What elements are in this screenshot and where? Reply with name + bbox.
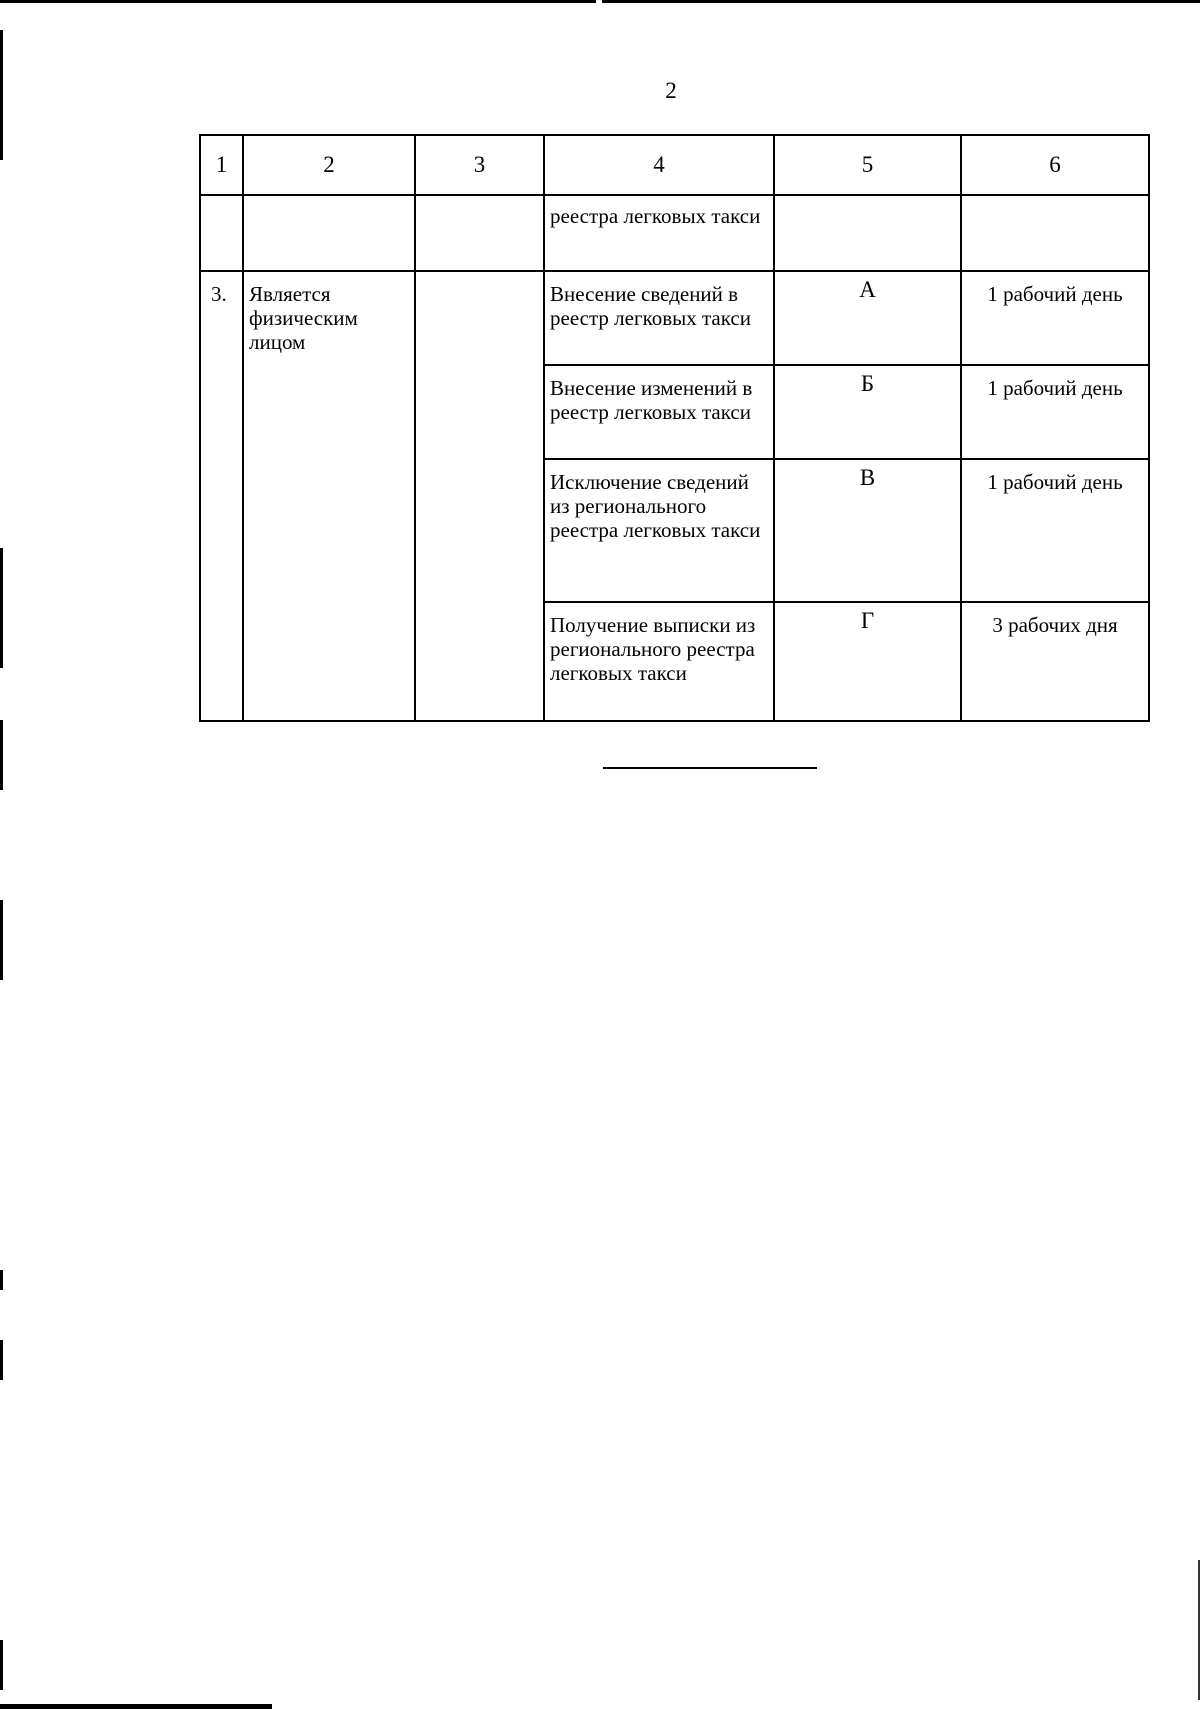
scan-edge-bottom: [0, 1704, 272, 1709]
page-number: 2: [665, 78, 677, 103]
empty-cell: [200, 195, 243, 271]
service-action: Получение выписки из регионального реестра легковых такси: [544, 602, 774, 721]
service-action: Внесение сведений в реестр легковых такси: [544, 271, 774, 365]
row-number: 3.: [200, 271, 243, 721]
service-action: Внесение изменений в реестр легковых такси: [544, 365, 774, 459]
continuation-text: реестра легковых такси: [544, 195, 774, 271]
service-period: 1 рабочий день: [961, 271, 1149, 365]
row-description: Является физическим лицом: [243, 271, 415, 721]
service-action: Исключение сведений из регионального реестра легковых такси: [544, 459, 774, 602]
service-code: В: [774, 459, 961, 602]
service-period: 3 рабочих дня: [961, 602, 1149, 721]
service-code: Б: [774, 365, 961, 459]
table-row: [200, 271, 1149, 365]
service-code: А: [774, 271, 961, 365]
continuation-row: [200, 195, 1149, 271]
empty-cell: [415, 271, 544, 721]
header-cell: 4: [544, 135, 774, 195]
empty-cell: [415, 195, 544, 271]
header-cell: 5: [774, 135, 961, 195]
header-cell: 2: [243, 135, 415, 195]
empty-cell: [774, 195, 961, 271]
service-period: 1 рабочий день: [961, 365, 1149, 459]
services-table: [199, 134, 1150, 722]
service-code: Г: [774, 602, 961, 721]
header-cell: 3: [415, 135, 544, 195]
service-period: 1 рабочий день: [961, 459, 1149, 602]
header-cell: 1: [200, 135, 243, 195]
table-header-row: [200, 135, 1149, 195]
empty-cell: [961, 195, 1149, 271]
empty-cell: [243, 195, 415, 271]
header-cell: 6: [961, 135, 1149, 195]
scan-edge-top: [0, 0, 1200, 3]
end-rule: [603, 767, 817, 769]
